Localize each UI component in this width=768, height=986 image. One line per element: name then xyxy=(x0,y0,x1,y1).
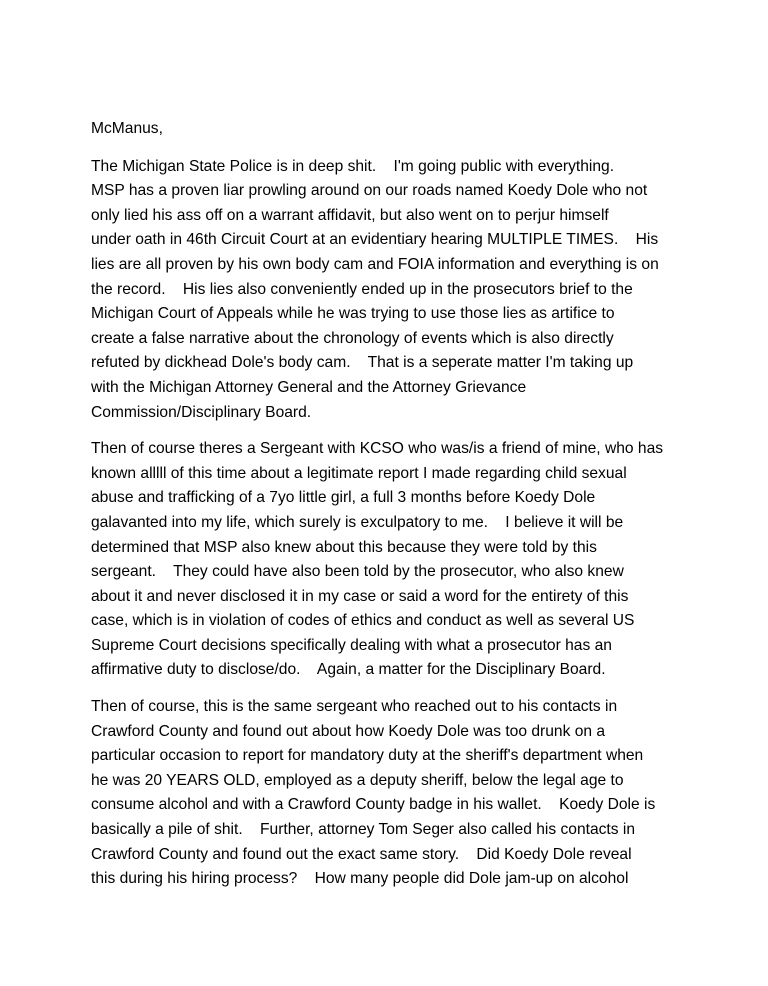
text-line: he was 20 YEARS OLD, employed as a deputy sheriff, below the legal age to xyxy=(91,771,624,789)
text-line: Supreme Court decisions specifically dealing with what a prosecutor has an xyxy=(91,636,612,654)
text-line: Then of course, this is the same sergeant who reached out to his contacts in xyxy=(91,698,618,716)
text-line: galavanted into my life, which surely is exculpatory to me. I believe it will be xyxy=(91,513,624,531)
text-line: known alllll of this time about a legitimate report I made regarding child sexual xyxy=(91,464,627,482)
text-line: particular occasion to report for mandatory duty at the sheriff's department when xyxy=(91,747,644,765)
text-line: the record. His lies also conveniently ended up in the prosecutors brief to the xyxy=(91,280,633,298)
text-line: case, which is in violation of codes of ethics and conduct as well as several US xyxy=(91,612,635,630)
text-line: Commission/Disciplinary Board. xyxy=(91,403,312,421)
text-line: consume alcohol and with a Crawford County badge in his wallet. Koedy Dole is xyxy=(91,796,656,814)
text-line: Crawford County and found out about how Koedy Dole was too drunk on a xyxy=(91,722,606,740)
paragraph xyxy=(91,437,721,683)
text-line: determined that MSP also knew about this because they were told by this xyxy=(91,538,597,556)
text-line: this during his hiring process? How many people did Dole jam-up on alcohol xyxy=(91,870,629,888)
text-line: Michigan Court of Appeals while he was trying to use those lies as artifice to xyxy=(91,305,615,323)
text-line: sergeant. They could have also been told by the prosecutor, who also knew xyxy=(91,563,624,581)
text-line: about it and never disclosed it in my case or said a word for the entirety of this xyxy=(91,587,629,605)
text-line: abuse and trafficking of a 7yo little girl, a full 3 months before Koedy Dole xyxy=(91,489,596,507)
text-line: The Michigan State Police is in deep shit. I'm going public with everything. xyxy=(91,157,615,175)
paragraph xyxy=(91,695,721,892)
letter-body xyxy=(91,117,721,904)
text-line: basically a pile of shit. Further, attorney Tom Seger also called his contacts in xyxy=(91,821,636,839)
text-line: with the Michigan Attorney General and the Attorney Grievance xyxy=(91,378,527,396)
text-line: create a false narrative about the chronology of events which is also directly xyxy=(91,329,614,347)
text-line: MSP has a proven liar prowling around on our roads named Koedy Dole who not xyxy=(91,182,648,200)
text-line: Then of course theres a Sergeant with KCSO who was/is a friend of mine, who has xyxy=(91,440,664,458)
paragraphs xyxy=(91,155,721,892)
text-line: only lied his ass off on a warrant affidavit, but also went on to perjur himself xyxy=(91,206,609,224)
text-line: refuted by dickhead Dole's body cam. That is a seperate matter I'm taking up xyxy=(91,354,634,372)
salutation: McManus, xyxy=(91,120,163,137)
text-line: affirmative duty to disclose/do. Again, a matter for the Disciplinary Board. xyxy=(91,661,606,679)
paragraph xyxy=(91,155,721,426)
text-line: under oath in 46th Circuit Court at an evidentiary hearing MULTIPLE TIMES. His xyxy=(91,231,659,249)
text-line: lies are all proven by his own body cam and FOIA information and everything is on xyxy=(91,255,659,273)
text-line: Crawford County and found out the exact same story. Did Koedy Dole reveal xyxy=(91,845,632,863)
